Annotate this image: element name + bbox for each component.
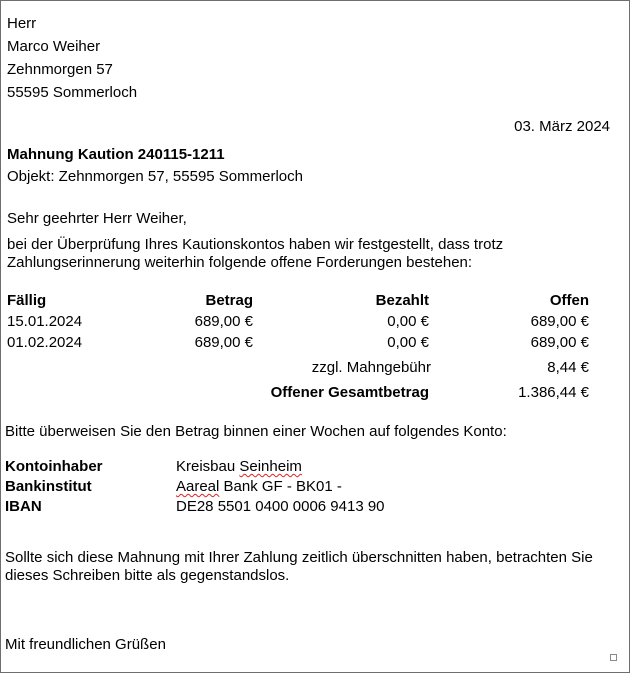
bank-institute-label: Bankinstitut: [5, 478, 92, 495]
row-open: 689,00 €: [530, 313, 589, 330]
bank-holder-label: Kontoinhaber: [5, 458, 103, 475]
letter-date: 03. März 2024: [514, 118, 610, 135]
recipient-salutation: Herr: [7, 15, 37, 32]
recipient-name: Marco Weiher: [7, 38, 101, 55]
row-paid: 0,00 €: [387, 313, 429, 330]
bank-holder-value-spellcheck: Seinheim: [239, 458, 302, 475]
bank-holder-value: [176, 458, 302, 476]
iban-value: DE28 5501 0400 0006 9413 90: [176, 498, 385, 515]
row-due: 01.02.2024: [7, 334, 83, 351]
header-due: Fällig: [7, 292, 47, 309]
header-paid: Bezahlt: [375, 292, 429, 309]
resize-handle[interactable]: [610, 654, 617, 661]
bank-institute-value: [176, 478, 342, 496]
row-due: 15.01.2024: [7, 313, 83, 330]
greeting: Sehr geehrter Herr Weiher,: [7, 210, 187, 227]
iban-label: IBAN: [5, 498, 42, 515]
total-value: 1.386,44 €: [518, 384, 589, 401]
closing-note-line-2: dieses Schreiben bitte als gegenstandslos.: [5, 567, 290, 584]
letter-subject: Mahnung Kaution 240115-1211: [7, 146, 225, 163]
header-open: Offen: [549, 292, 589, 309]
transfer-request: Bitte überweisen Sie den Betrag binnen einer Wochen auf folgendes Konto:: [5, 423, 507, 440]
bank-holder-value-part: Kreisbau: [176, 458, 240, 475]
bank-institute-value-part: Bank GF - BK01 -: [219, 478, 342, 495]
closing-note-line-1: Sollte sich diese Mahnung mit Ihrer Zahlung zeitlich überschnitten haben, betrachten Sie: [5, 549, 593, 566]
header-amount: Betrag: [205, 292, 253, 309]
bank-institute-value-spellcheck: Aareal: [176, 478, 220, 495]
recipient-city: 55595 Sommerloch: [7, 84, 138, 101]
intro-line-2: Zahlungserinnerung weiterhin folgende offene Forderungen bestehen:: [7, 254, 473, 271]
signoff: Mit freundlichen Grüßen: [5, 636, 166, 653]
row-amount: 689,00 €: [194, 313, 253, 330]
total-label: Offener Gesamtbetrag: [270, 384, 429, 401]
row-paid: 0,00 €: [387, 334, 429, 351]
recipient-street: Zehnmorgen 57: [7, 61, 113, 78]
row-open: 689,00 €: [530, 334, 589, 351]
object-line: Objekt: Zehnmorgen 57, 55595 Sommerloch: [7, 168, 303, 185]
row-amount: 689,00 €: [194, 334, 253, 351]
fee-value: 8,44 €: [547, 359, 589, 376]
fee-label: zzgl. Mahngebühr: [311, 359, 431, 376]
intro-line-1: bei der Überprüfung Ihres Kautionskontos haben wir festgestellt, dass trotz: [7, 236, 504, 253]
